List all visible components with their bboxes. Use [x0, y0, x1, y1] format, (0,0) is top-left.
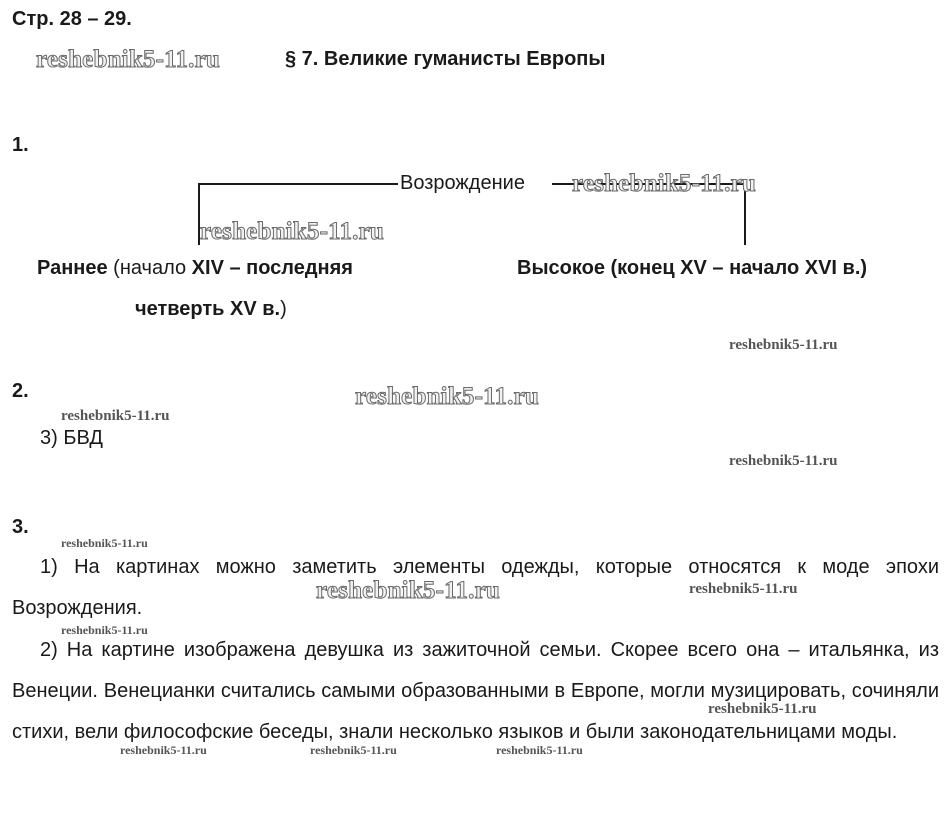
- early-renaissance-paren-close: ): [280, 298, 287, 320]
- watermark: reshebnik5-11.ru: [729, 337, 838, 353]
- watermark: reshebnik5-11.ru: [316, 577, 501, 604]
- watermark: reshebnik5-11.ru: [496, 743, 583, 757]
- watermark: reshebnik5-11.ru: [355, 383, 540, 410]
- watermark: reshebnik5-11.ru: [689, 581, 798, 597]
- task-2-number: 2.: [12, 380, 29, 402]
- watermark: reshebnik5-11.ru: [572, 170, 757, 197]
- watermark: reshebnik5-11.ru: [729, 453, 838, 469]
- diagram-root-label: Возрождение: [400, 172, 525, 194]
- high-renaissance-label: Высокое (конец XV – начало XVI в.): [517, 257, 868, 279]
- section-heading: § 7. Великие гуманисты Европы: [285, 48, 606, 70]
- watermark: reshebnik5-11.ru: [61, 623, 148, 637]
- early-renaissance-period-end: четверть XV в.: [135, 298, 281, 320]
- early-renaissance-title: Раннее: [37, 257, 108, 279]
- watermark: reshebnik5-11.ru: [61, 408, 170, 424]
- task-3-number: 3.: [12, 516, 29, 538]
- watermark: reshebnik5-11.ru: [120, 743, 207, 757]
- task-3-paragraph-1-text: 1) На картинах можно заметить элементы одежды, которые относятся к моде эпохи Возрождения.: [12, 556, 939, 619]
- task-3-paragraph-2-text: 2) На картине изображена девушка из зажиточной семьи. Скорее всего она – итальянка, из Венеции. Венецианки считались самыми образованными в Европе, могли музицировать, сочиняли стихи, вели философские беседы, знали несколько языков и были законодательницами моды.: [12, 639, 939, 743]
- early-renaissance-line-1: [37, 257, 353, 280]
- watermark: reshebnik5-11.ru: [708, 701, 817, 717]
- task-3-paragraph-2: [12, 630, 939, 753]
- watermark: reshebnik5-11.ru: [200, 218, 385, 245]
- early-renaissance-period-start: XIV – последняя: [191, 257, 353, 279]
- watermark: reshebnik5-11.ru: [36, 46, 221, 73]
- early-renaissance-paren: (начало: [107, 257, 192, 279]
- task-2-answer: 3) БВД: [40, 427, 103, 449]
- watermark: reshebnik5-11.ru: [310, 743, 397, 757]
- early-renaissance-line-2: [135, 298, 287, 321]
- watermark: reshebnik5-11.ru: [61, 536, 148, 550]
- page-reference: Стр. 28 – 29.: [12, 8, 132, 30]
- task-1-number: 1.: [12, 134, 29, 156]
- diagram-connector-left: [198, 183, 398, 185]
